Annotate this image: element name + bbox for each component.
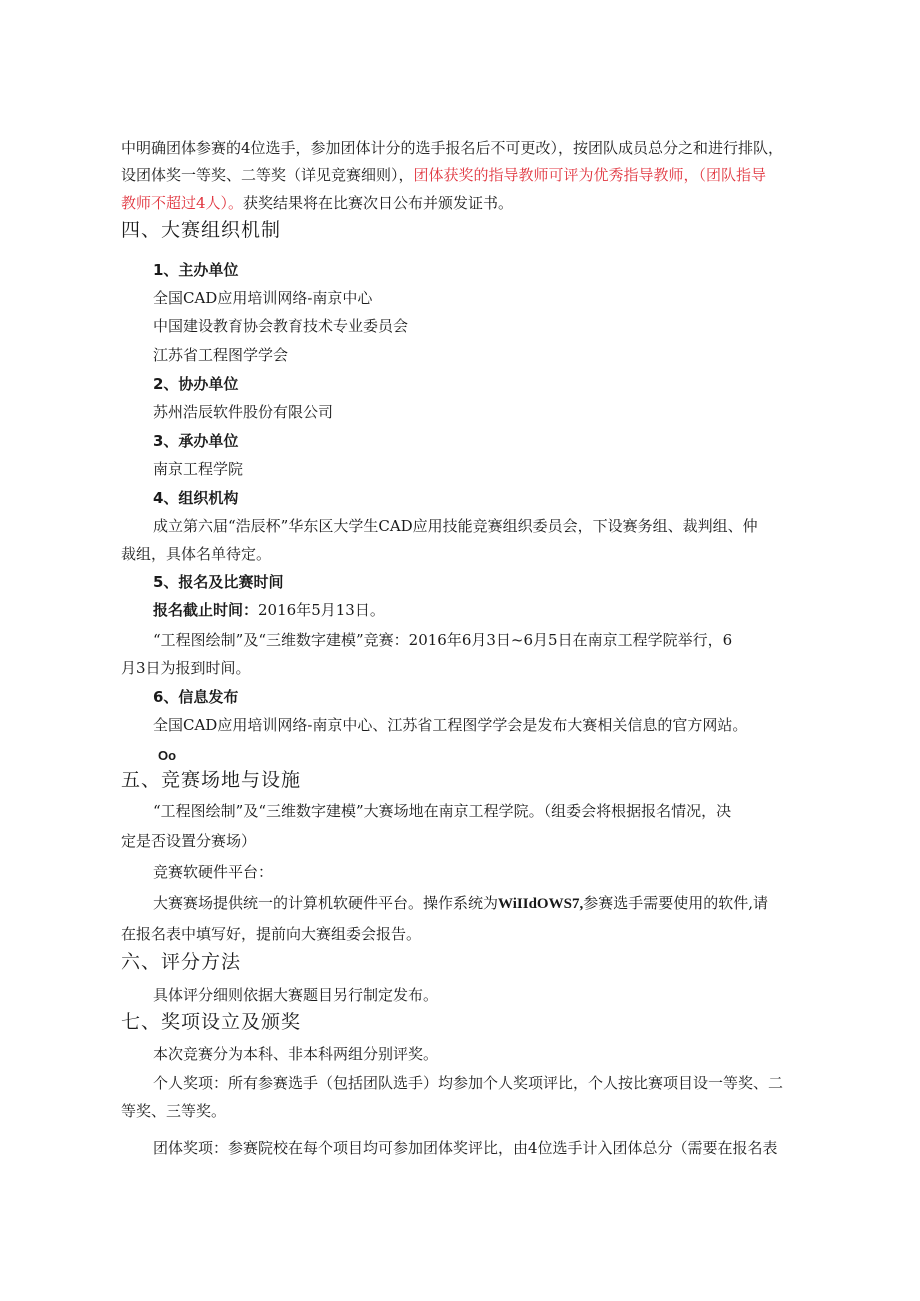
body-line: 成立第六届“浩辰杯”华东区大学生CAD应用技能竞赛组织委员会，下设赛务组、裁判组、仲 bbox=[153, 517, 758, 535]
section-heading: 六、评分方法 bbox=[121, 951, 242, 973]
body-line: 月3日为报到时间。 bbox=[121, 659, 251, 677]
text-run: 参赛选手需要使用的软件,请 bbox=[583, 894, 768, 912]
section-heading: 四、大赛组织机制 bbox=[121, 219, 282, 241]
text-run: 2016年5月13日。 bbox=[258, 601, 385, 619]
body-line: 具体评分细则依据大赛题目另行制定发布。 bbox=[153, 986, 439, 1004]
body-line: 等奖、三等奖。 bbox=[121, 1102, 227, 1120]
body-line: 在报名表中填写好，提前向大赛组委会报告。 bbox=[121, 925, 422, 943]
paragraph-line bbox=[121, 193, 513, 213]
body-line: 团体奖项：参赛院校在每个项目均可参加团体奖评比，由4位选手计入团体总分（需要在报名表 bbox=[153, 1139, 778, 1157]
highlighted-text: 团体获奖的指导教师可评为优秀指导教师，（团队指导 bbox=[413, 166, 767, 184]
bold-text: WiIIdOWS7, bbox=[498, 896, 584, 912]
section-heading: 七、奖项设立及颁奖 bbox=[121, 1011, 302, 1033]
body-line: 苏州浩辰软件股份有限公司 bbox=[153, 403, 334, 421]
body-line: 裁组，具体名单待定。 bbox=[121, 545, 272, 563]
body-line: Oo bbox=[158, 748, 177, 763]
body-line: 竞赛软硬件平台： bbox=[153, 863, 274, 881]
body-line: 个人奖项：所有参赛选手（包括团队选手）均参加个人奖项评比，个人按比赛项目设一等奖、二 bbox=[153, 1074, 784, 1092]
text-run: 获奖结果将在比赛次日公布并颁发证书。 bbox=[243, 194, 514, 212]
body-line: “工程图绘制”及“三维数字建模”大赛场地在南京工程学院。（组委会将根据报名情况，决 bbox=[153, 802, 732, 820]
subsection-heading: 3、承办单位 bbox=[153, 432, 239, 450]
subsection-heading: 2、协办单位 bbox=[153, 375, 239, 393]
text-run: 设团体奖一等奖、二等奖（详见竞赛细则）， bbox=[121, 166, 414, 184]
subsection-heading: 6、信息发布 bbox=[153, 688, 239, 706]
body-line: 中国建设教育协会教育技术专业委员会 bbox=[153, 317, 409, 335]
subsection-heading: 4、组织机构 bbox=[153, 489, 239, 507]
body-line bbox=[153, 893, 768, 914]
paragraph-line: 中明确团体参赛的4位选手，参加团体计分的选手报名后不可更改），按团队成员总分之和进行排队， bbox=[121, 139, 784, 157]
paragraph-line bbox=[121, 165, 766, 185]
subsection-heading: 1、主办单位 bbox=[153, 261, 239, 279]
body-line: 全国CAD应用培训网络-南京中心 bbox=[153, 289, 373, 307]
body-line: 南京工程学院 bbox=[153, 460, 244, 478]
body-line: 江苏省工程图学学会 bbox=[153, 346, 289, 364]
bold-label: 报名截止时间： bbox=[153, 601, 259, 619]
body-line: 全国CAD应用培训网络-南京中心、江苏省工程图学学会是发布大赛相关信息的官方网站。 bbox=[153, 716, 748, 734]
body-line bbox=[153, 600, 385, 620]
body-line: 本次竞赛分为本科、非本科两组分别评奖。 bbox=[153, 1045, 439, 1063]
body-line: 定是否设置分赛场） bbox=[121, 832, 257, 850]
subsection-heading: 5、报名及比赛时间 bbox=[153, 573, 284, 591]
section-heading: 五、竞赛场地与设施 bbox=[121, 769, 302, 791]
body-line: “工程图绘制”及“三维数字建模”竞赛：2016年6月3日~6月5日在南京工程学院举行，6 bbox=[153, 631, 733, 649]
text-run: 大赛赛场提供统一的计算机软硬件平台。操作系统为 bbox=[153, 894, 499, 912]
highlighted-text: 教师不超过4人）。 bbox=[121, 194, 244, 212]
